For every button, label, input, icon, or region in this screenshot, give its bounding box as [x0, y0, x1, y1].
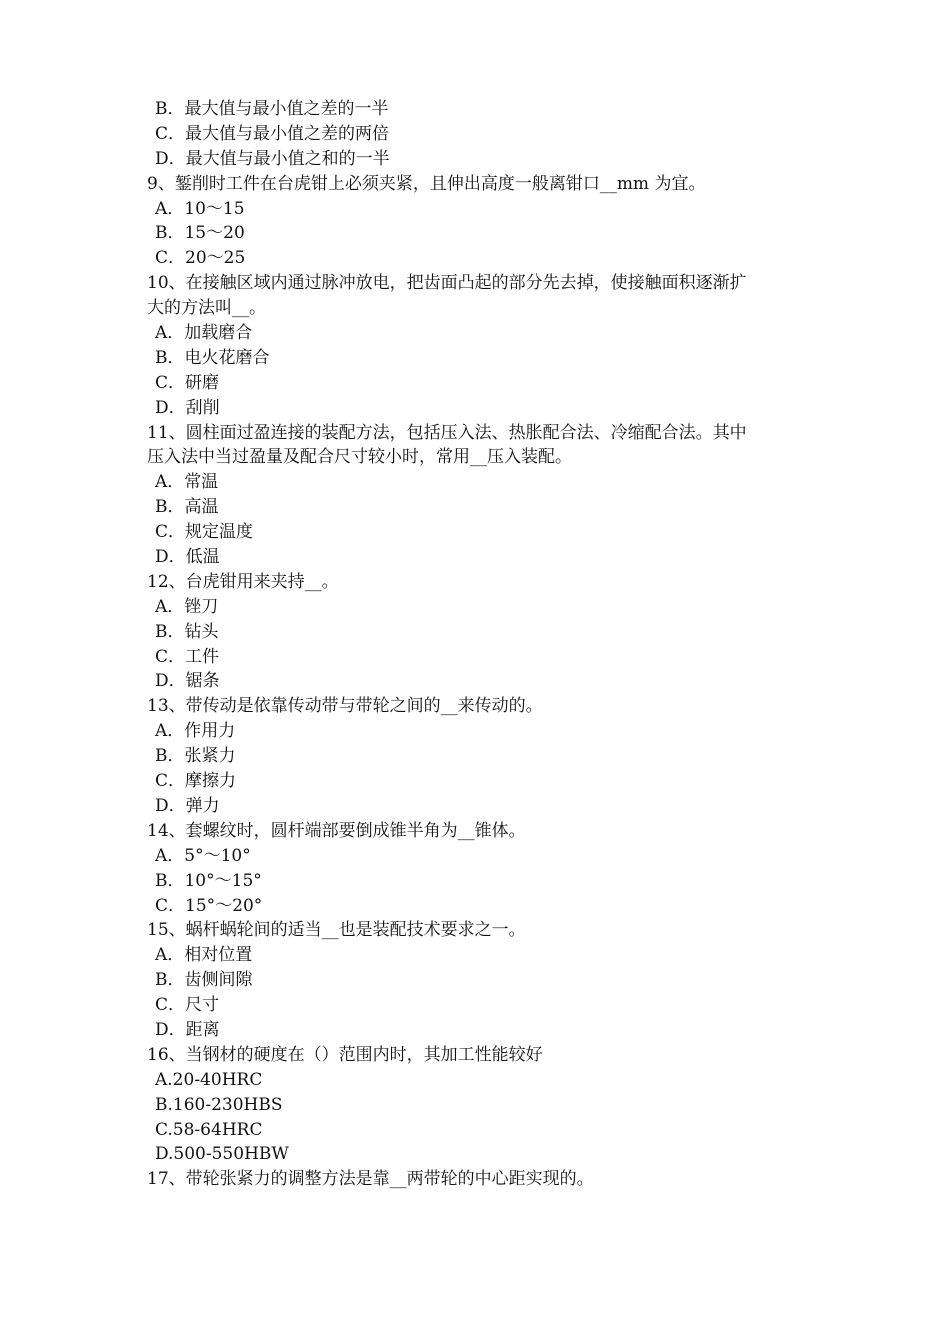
answer-option: A．常温: [155, 472, 219, 493]
answer-option: D．弹力: [155, 795, 220, 816]
answer-option: A．相对位置: [155, 945, 253, 966]
answer-option: B.160-230HBS: [155, 1094, 283, 1115]
answer-option: B．张紧力: [155, 746, 236, 767]
answer-option: B．最大值与最小值之差的一半: [155, 99, 389, 119]
question-text: 14、套螺纹时，圆杆端部要倒成锥半角为__锥体。: [147, 820, 526, 841]
question-list: [147, 97, 827, 1192]
answer-option: C．规定温度: [155, 522, 254, 543]
question-text: 大的方法叫__。: [147, 298, 266, 319]
answer-option: D．刮削: [155, 397, 220, 418]
answer-option: B．齿侧间隙: [155, 970, 253, 991]
answer-option: D．低温: [155, 547, 220, 568]
question-text: 11、圆柱面过盈连接的装配方法，包括压入法、热胀配合法、冷缩配合法。其中: [147, 422, 747, 443]
answer-option: C．摩擦力: [155, 771, 237, 792]
answer-option: B．15～20: [155, 223, 245, 244]
answer-option: A．5°～10°: [155, 845, 251, 866]
answer-option: B．10°～15°: [155, 870, 262, 891]
question-text: 压入法中当过盈量及配合尺寸较小时，常用__压入装配。: [147, 447, 572, 468]
answer-option: D．最大值与最小值之和的一半: [155, 148, 390, 169]
answer-option: A.20-40HRC: [155, 1069, 263, 1090]
answer-option: D．距离: [155, 1019, 220, 1040]
answer-option: B．钻头: [155, 621, 219, 642]
answer-option: C．工件: [155, 646, 220, 667]
question-text: 15、蜗杆蜗轮间的适当__也是装配技术要求之一。: [147, 920, 526, 941]
answer-option: C．15°～20°: [155, 895, 263, 916]
question-text: 9、錾削时工件在台虎钳上必须夹紧，且伸出高度一般离钳口__mm 为宜。: [147, 173, 706, 194]
question-text: 10、在接触区域内通过脉冲放电，把齿面凸起的部分先去掉，使接触面积逐渐扩: [147, 273, 747, 294]
question-text: 12、台虎钳用来夹持__。: [147, 571, 339, 592]
answer-option: C．最大值与最小值之差的两倍: [155, 123, 390, 144]
question-text: 17、带轮张紧力的调整方法是靠__两带轮的中心距实现的。: [147, 1169, 594, 1190]
answer-option: A．加载磨合: [155, 323, 253, 344]
question-text: 16、当钢材的硬度在（）范围内时，其加工性能较好: [147, 1044, 543, 1065]
answer-option: D.500-550HBW: [155, 1144, 289, 1165]
answer-option: A．作用力: [155, 721, 236, 742]
answer-option: C．尺寸: [155, 995, 220, 1016]
answer-option: A．10～15: [155, 198, 245, 219]
answer-option: D．锯条: [155, 671, 220, 692]
answer-option: A．锉刀: [155, 596, 219, 617]
answer-option: C．研磨: [155, 372, 220, 393]
question-text: 13、带传动是依靠传动带与带轮之间的__来传动的。: [147, 696, 543, 717]
answer-option: C.58-64HRC: [155, 1119, 263, 1140]
answer-option: B．高温: [155, 497, 219, 518]
answer-option: C．20～25: [155, 248, 246, 269]
answer-option: B．电火花磨合: [155, 347, 270, 368]
